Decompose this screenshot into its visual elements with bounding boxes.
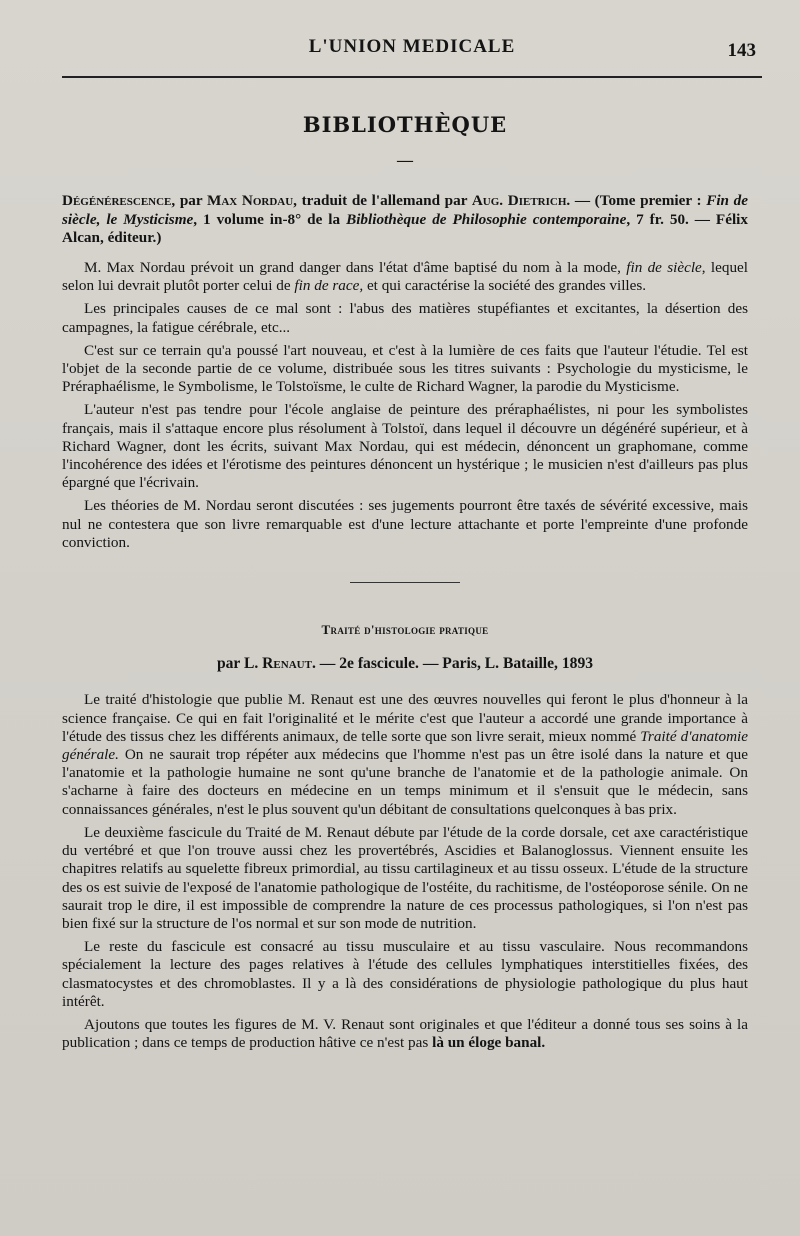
review-citation-nordau: Dégénérescence, par Max Nordau, traduit de l'allemand par Aug. Dietrich. — (Tome premier : Fin de siècle, le Mysticisme, 1 volume in-8° de la Bibliothèque de Philosophie contemporaine, 7 fr. 50. — Félix Alcan, éditeur.) <box>62 192 748 246</box>
book-title: Dégénérescence <box>62 192 172 210</box>
review-citation-renaut: par L. Renaut. — 2e fascicule. — Paris, L. Bataille, 1893 <box>216 655 594 673</box>
section-dash: — <box>397 152 413 170</box>
page-content <box>62 100 748 1057</box>
review1-paragraph-5: Les théories de M. Nordau seront discutées : ses jugements pourront être taxés de sévérité excessive, mais nul ne contestera que son livre remarquable est d'une lecture attachante et porte l'empreinte d'une profonde conviction. <box>62 497 748 551</box>
review-divider <box>350 582 460 583</box>
review1-paragraph-2: Les principales causes de ce mal sont : l'abus des matières stupéfiantes et excitantes, la désertion des campagnes, la fatigue cérébrale, etc... <box>62 300 748 336</box>
review1-paragraph-4: L'auteur n'est pas tendre pour l'école anglaise de peinture des préraphaélistes, ni pour les symbolistes français, mais il s'attaque encore plus résolument à Tolstoï, dans lequel il découvre un dégénéré supérieur, et à Richard Wagner, dont les écrits, suivant Max Nordau, qui est médecin, dénoncent un graphomane, comme l'incohérence des idées et l'érotisme des peintures dénoncent un hystérique ; le musicien n'est d'ailleurs pas plus épargné que l'écrivain. <box>62 401 748 492</box>
section-title: BIBLIOTHÈQUE <box>302 112 508 137</box>
header-rule <box>62 76 762 78</box>
running-title: L'UNION MEDICALE <box>308 36 516 57</box>
review2-paragraph-2: Le deuxième fascicule du Traité de M. Renaut débute par l'étude de la corde dorsale, cet axe caractéristique du vertébré et que l'on trouve aussi chez les provertébrés, Ascidies et Balanoglossus. Viennent ensuite les chapitres relatifs au squelette fibreux primordial, au tissu cartilagineux et au tissu osseux. L'étude de la structure des os est suivie de l'exposé de l'anatomie pathologique de l'ostéite, du rachitisme, de l'ostéoporose sénile. On ne saurait trop le dire, il est impossible de comprendre la nature de ces processus pathologiques, si l'on n'est pas bien fixé sur la structure de l'os normal et sur son mode de nutrition. <box>62 823 748 932</box>
page-header <box>62 28 762 68</box>
review2-paragraph-3: Le reste du fascicule est consacré au tissu musculaire et au tissu vasculaire. Nous recommandons spécialement la lecture des pages relatives à l'étude des cellules lymphatiques interstitielles fixées, des clasmatocystes et des chromoblastes. Il y a là des considérations de physiologie pathologique du plus haut intérêt. <box>62 938 748 1010</box>
review1-paragraph-1: M. Max Nordau prévoit un grand danger dans l'état d'âme baptisé du nom à la mode, fin de siècle, lequel selon lui devrait plutôt porter celui de fin de race, et qui caractérise la société des grandes villes. <box>62 259 748 295</box>
book-series: Bibliothèque de Philosophie contemporaine <box>346 210 627 228</box>
book-author: Max Nordau <box>207 192 294 210</box>
page-number: 143 <box>727 40 756 61</box>
review2-paragraph-4: Ajoutons que toutes les figures de M. V. Renaut sont originales et que l'éditeur a donné tous ses soins à la publication ; dans ce temps de production hâtive ce n'est pas là un éloge banal. <box>62 1015 748 1052</box>
book-subtitle: Fin de siècle, le Mysticisme <box>62 192 748 228</box>
review1-paragraph-3: C'est sur ce terrain qu'a poussé l'art nouveau, et c'est à la lumière de ces faits que l'auteur l'étudie. Tel est l'objet de la seconde partie de ce volume, distribuée sous les titres suivants : Psychologie du mysticisme, le Préraphaélisme, le Symbolisme, le Tolstoïsme, le culte de Richard Wagner, la parodie du Mysticisme. <box>62 341 748 396</box>
book-translator: Aug. Dietrich <box>471 192 567 210</box>
review2-title: Traité d'histologie pratique <box>321 622 489 638</box>
review2-paragraph-1: Le traité d'histologie que publie M. Renaut est une des œuvres nouvelles qui feront le plus d'honneur à la science française. Ce qui en fait l'originalité et le mérite c'est que l'auteur a accordé une grande importance à l'étude des tissus chez les différents animaux, de telle sorte que son livre serait, mieux nommé Traité d'anatomie générale. On ne saurait trop répéter aux médecins que l'homme n'est pas un être isolé dans la nature et que l'anatomie et la pathologie humaine ne sont qu'une branche de l'anatomie et de la pathologie animale. On s'acharne à faire des docteurs en médecine en un temps minimum et il s'ensuit que le médecin, sans connaissances générales, n'est le plus souvent qu'un débitant de consultations quelconques à bas prix. <box>62 691 748 818</box>
